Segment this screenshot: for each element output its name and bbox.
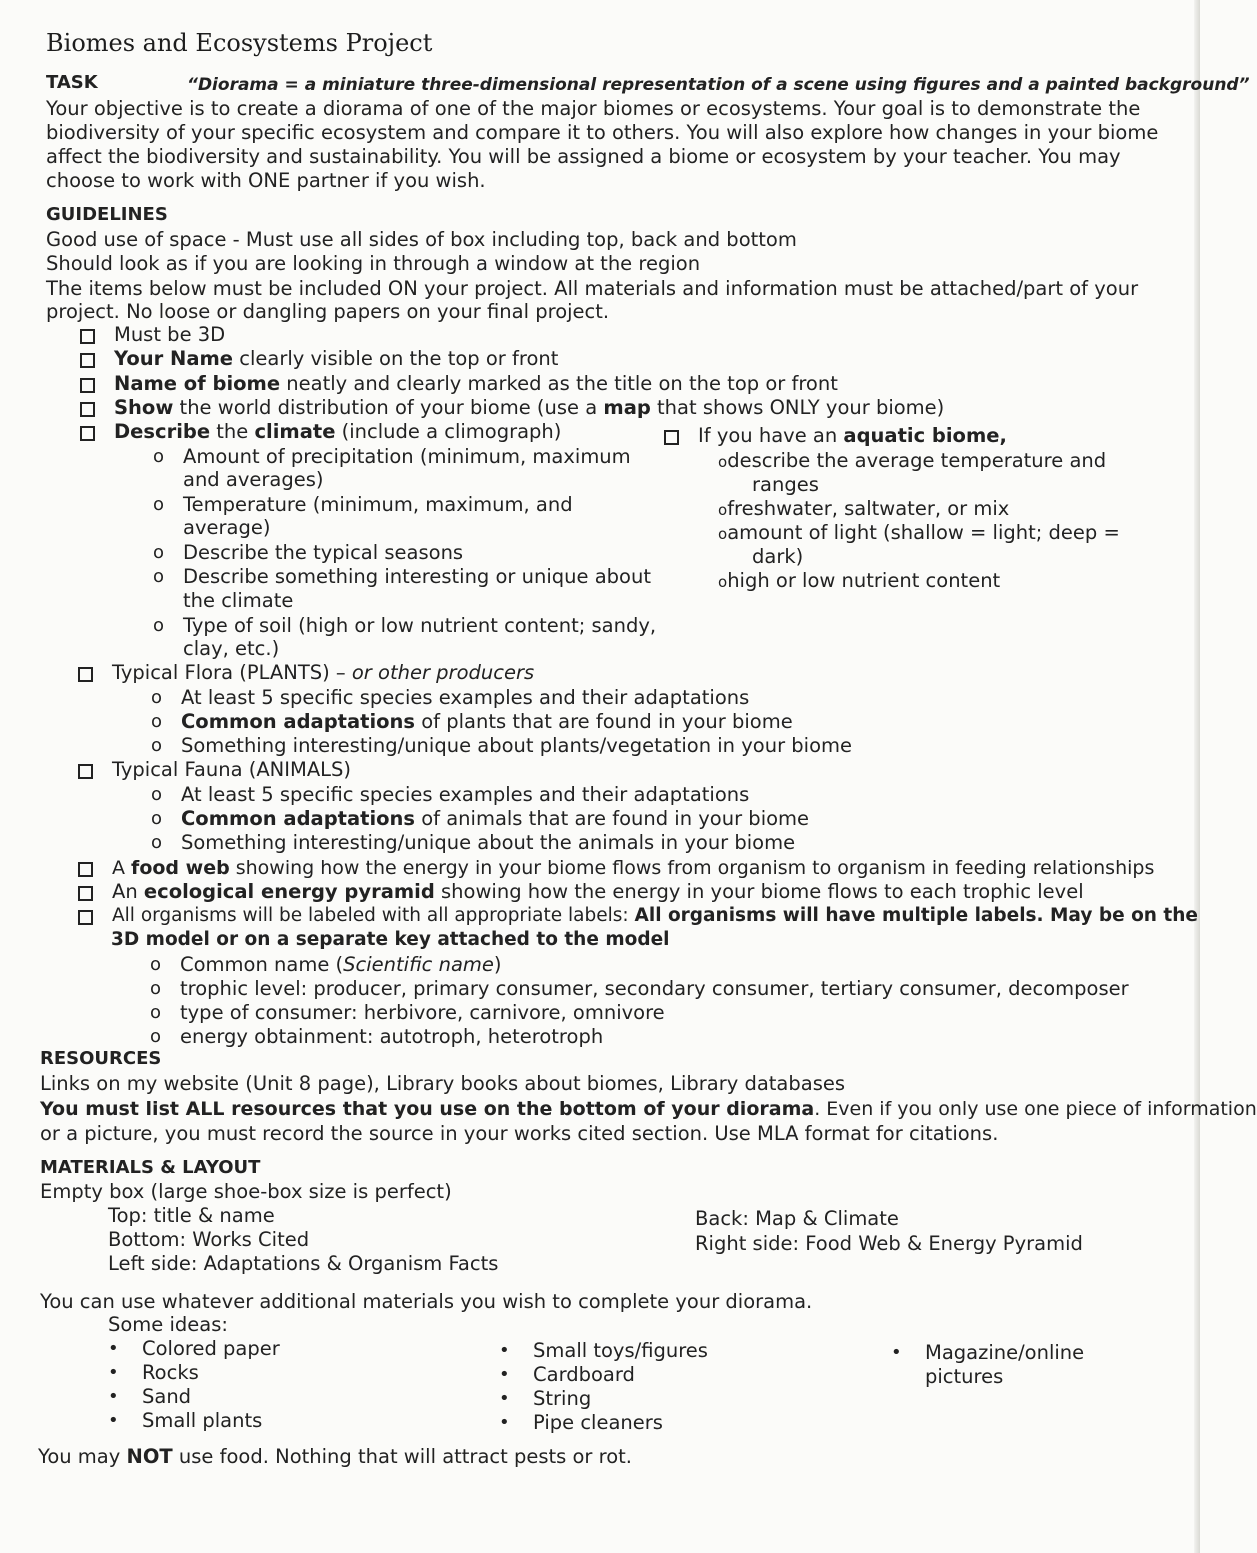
idea-item: • Cardboard [499,1363,635,1386]
aquatic-light: oamount of light (shallow = light; deep = [718,521,1120,544]
idea-item: • Rocks [108,1361,199,1384]
flora-species: o At least 5 specific species examples and their adaptations [151,686,750,709]
no-food-note: You may NOT use food. Nothing that will attract pests or rot. [38,1445,633,1468]
guidelines-line-1: Good use of space - Must use all sides of box including top, back and bottom [46,228,797,251]
climate-interesting: o Describe something interesting or unique about [153,565,651,588]
guidelines-line-4: project. No loose or dangling papers on your final project. [46,300,610,323]
checkbox-icon [78,764,93,779]
page-title: Biomes and Ecosystems Project [46,29,433,57]
climate-seasons: o Describe the typical seasons [153,541,464,564]
task-line-2: biodiversity of your specific ecosystem and compare it to others. You will also explore how changes in your biome [46,121,1159,144]
task-line-3: affect the biodiversity and sustainability. You will be assigned a biome or ecosystem by your teacher. You may [46,145,1121,168]
layout-right: Right side: Food Web & Energy Pyramid [695,1232,1083,1255]
layout-bottom: Bottom: Works Cited [108,1228,310,1251]
climate-temperature-cont: average) [183,516,271,539]
fauna-interesting: o Something interesting/unique about the animals in your biome [151,831,796,854]
checklist-item-map [80,396,944,420]
idea-item: • String [499,1387,592,1410]
checklist-item-3d [80,323,225,347]
checklist-item-aquatic: If you have an aquatic biome, [664,424,1007,448]
resources-line-1: Links on my website (Unit 8 page), Library books about biomes, Library databases [40,1072,846,1095]
checklist-item-biome-name [80,372,838,396]
label-trophic-level: o trophic level: producer, primary consumer, secondary consumer, tertiary consumer, decomposer [150,977,1129,1000]
checklist-item-fauna: Typical Fauna (ANIMALS) [78,758,351,782]
checklist-bold: climate [254,420,336,443]
layout-top: Top: title & name [108,1204,275,1227]
guidelines-line-3: The items below must be included ON your project. All materials and information must be attached/part of your [46,277,1139,300]
materials-heading: MATERIALS & LAYOUT [40,1157,261,1178]
aquatic-nutrients: ohigh or low nutrient content [718,569,1001,592]
checklist-text: the [210,420,255,443]
flora-interesting: o Something interesting/unique about plants/vegetation in your biome [151,734,852,757]
guidelines-heading: GUIDELINES [46,204,168,225]
checklist-text: the world distribution of your biome (use a [173,396,604,419]
idea-item: • Colored paper [108,1337,280,1360]
idea-item: • Small toys/figures [499,1339,708,1362]
checklist-bold: map [603,396,651,419]
checkbox-icon [78,862,93,877]
ideas-label: Some ideas: [108,1313,228,1336]
layout-left: Left side: Adaptations & Organism Facts [108,1252,499,1275]
checklist-text: that shows ONLY your biome) [650,396,945,419]
climate-precipitation-cont: and averages) [183,468,324,491]
climate-soil-cont: clay, etc.) [183,637,280,660]
checklist-item-labels: All organisms will be labeled with all appropriate labels: All organisms will have multiple labels. May be on the [78,904,1198,928]
checklist-bold: Show [114,396,174,419]
idea-item: • Small plants [108,1409,263,1432]
checklist-item-energy-pyramid: An ecological energy pyramid showing how the energy in your biome flows to each trophic level [78,880,1084,904]
checklist-text: (include a climograph) [335,420,562,443]
checklist-text: Must be 3D [114,323,226,346]
label-common-name: o Common name (Scientific name) [150,953,502,976]
resources-heading: RESOURCES [40,1048,162,1069]
checklist-item-flora: Typical Flora (PLANTS) – or other producers [78,661,534,685]
checkbox-icon [78,886,93,901]
label-consumer-type: o type of consumer: herbivore, carnivore, omnivore [150,1001,665,1024]
checklist-item-climate [80,420,561,444]
guidelines-line-2: Should look as if you are looking in through a window at the region [46,252,701,275]
diorama-definition: “Diorama = a miniature three-dimensional representation of a scene using figures and a painted background” [187,75,1250,95]
fauna-adaptations: o Common adaptations of animals that are found in your biome [151,807,810,830]
checklist-item-food-web: A food web showing how the energy in your biome flows from organism to organism in feeding relationships [78,856,1154,880]
aquatic-water-type: ofreshwater, saltwater, or mix [718,497,1010,520]
checkbox-icon [80,402,95,417]
checkbox-icon [78,910,93,925]
task-line-4: choose to work with ONE partner if you wish. [46,169,486,192]
flora-adaptations: o Common adaptations of plants that are found in your biome [151,710,793,733]
idea-item-cont: pictures [925,1365,1004,1388]
layout-back: Back: Map & Climate [695,1207,899,1230]
task-heading: TASK [46,72,98,93]
climate-temperature: o Temperature (minimum, maximum, and [153,493,573,516]
climate-interesting-cont: the climate [183,589,294,612]
checkbox-icon [80,329,95,344]
fauna-species: o At least 5 specific species examples and their adaptations [151,783,750,806]
checklist-item-name [80,347,558,371]
scan-edge [1194,0,1200,1553]
climate-precipitation: o Amount of precipitation (minimum, maximum [153,445,631,468]
additional-materials: You can use whatever additional materials you wish to complete your diorama. [40,1290,813,1313]
resources-line-3: or a picture, you must record the source in your works cited section. Use MLA format for citations. [40,1122,999,1145]
task-line-1: Your objective is to create a diorama of one of the major biomes or ecosystems. Your goal is to demonstrate the [46,97,1141,120]
aquatic-temperature-cont: ranges [752,473,819,496]
label-energy-obtainment: o energy obtainment: autotroph, heterotroph [150,1025,604,1048]
checklist-bold: Name of biome [114,372,281,395]
climate-soil: o Type of soil (high or low nutrient content; sandy, [153,614,657,637]
checkbox-icon [80,426,95,441]
checkbox-icon [80,378,95,393]
checklist-text: neatly and clearly marked as the title on the top or front [280,372,838,395]
materials-box: Empty box (large shoe-box size is perfect) [40,1180,452,1203]
checklist-bold: Describe [114,420,211,443]
aquatic-light-cont: dark) [752,545,804,568]
checklist-bold: Your Name [114,347,234,370]
labels-bold-cont: 3D model or on a separate key attached to the model [111,929,670,950]
resources-line-2: You must list ALL resources that you use on the bottom of your diorama. Even if you only use one piece of information [40,1098,1257,1120]
idea-item: • Pipe cleaners [499,1411,663,1434]
checkbox-icon [78,667,93,682]
idea-item: • Magazine/online [891,1341,1085,1364]
checkbox-icon [664,430,679,445]
idea-item: • Sand [108,1385,192,1408]
checklist-text: clearly visible on the top or front [233,347,559,370]
aquatic-temperature: odescribe the average temperature and [718,449,1107,472]
checkbox-icon [80,353,95,368]
